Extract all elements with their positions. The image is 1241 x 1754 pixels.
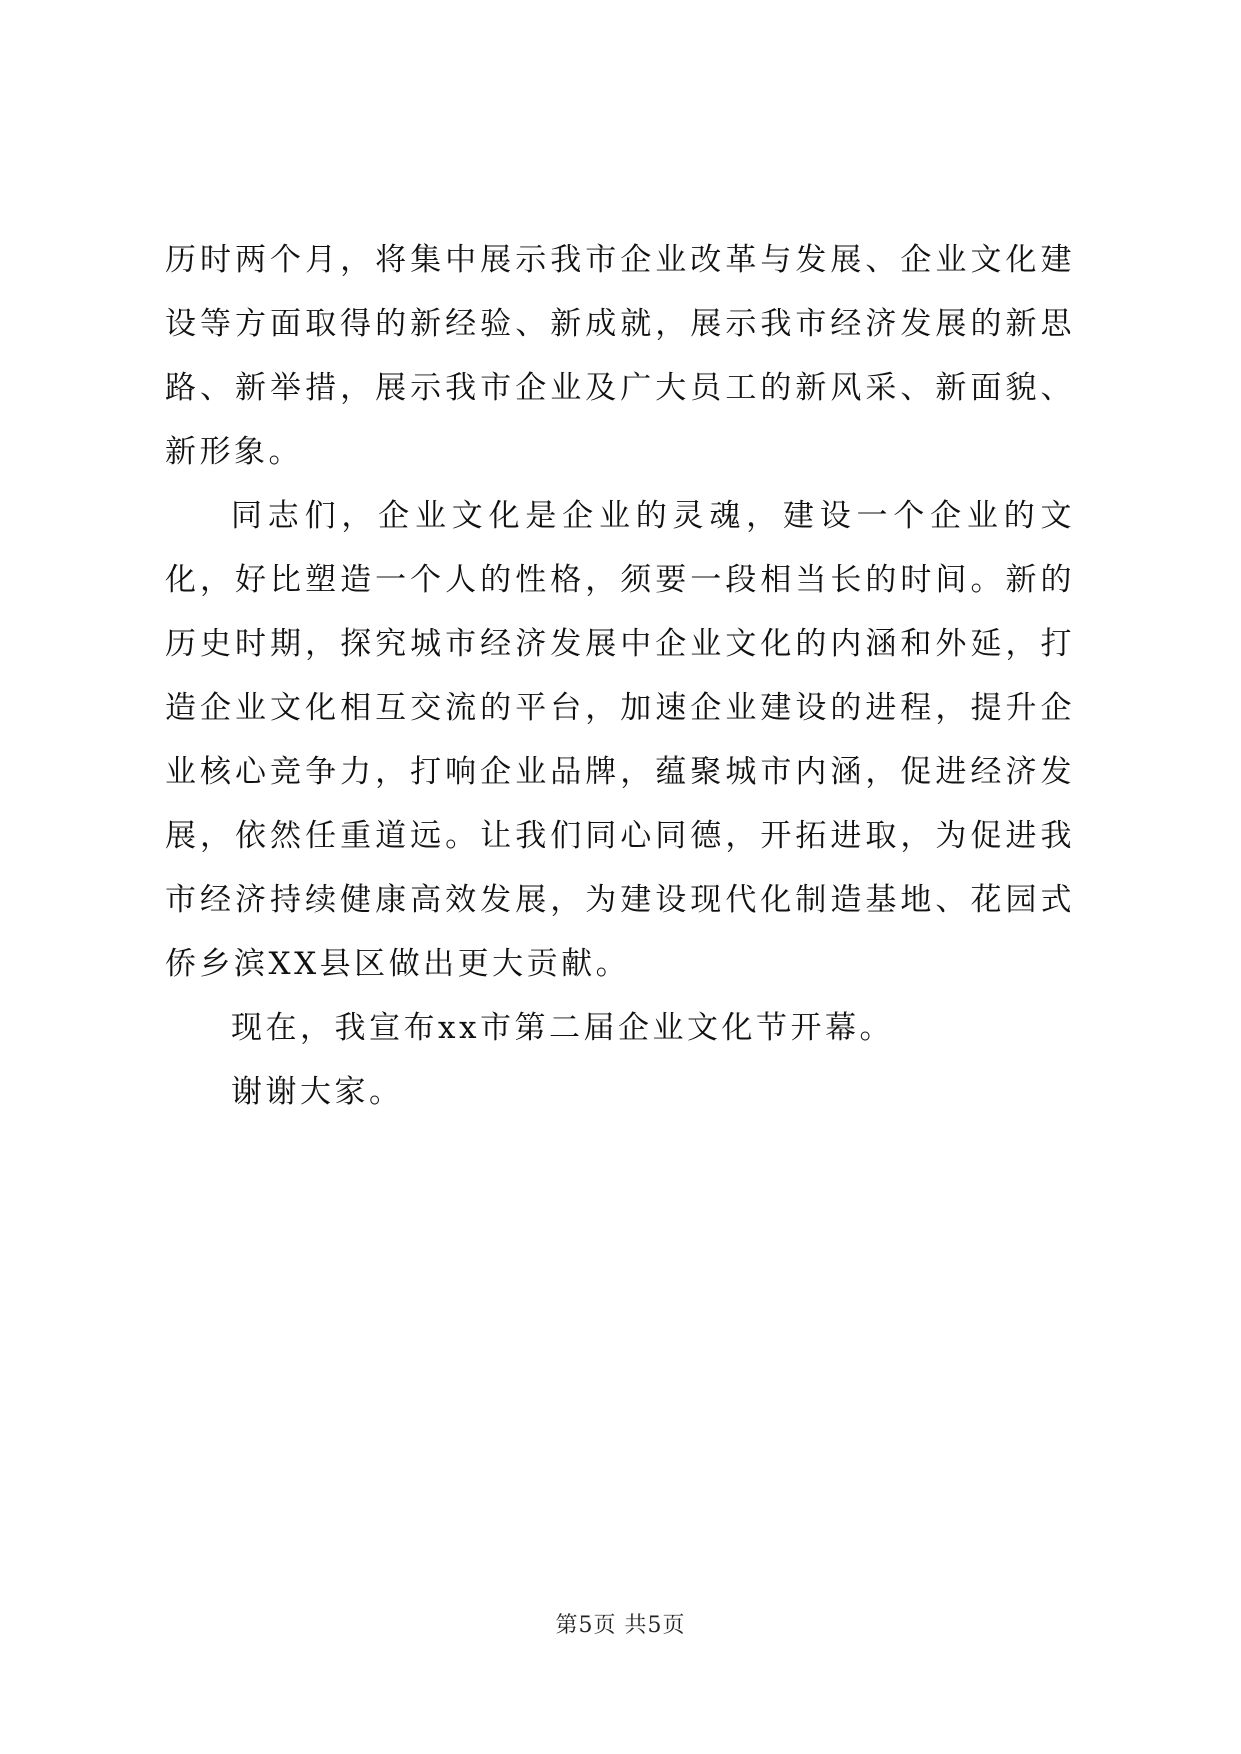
page-number-footer: 第5页 共5页	[555, 1613, 686, 1638]
paragraph-opening-declaration: 现在，我宣布xx市第二届企业文化节开幕。	[231, 1010, 894, 1046]
paragraph-thanks: 谢谢大家。	[231, 1074, 404, 1110]
document-body	[165, 228, 1075, 1124]
paragraph-enterprise-culture: 同志们，企业文化是企业的灵魂，建设一个企业的文化，好比塑造一个人的性格，须要一段相当长的时间。新的历史时期，探究城市经济发展中企业文化的内涵和外延，打造企业文化相互交流的平台，加速企业建设的进程，提升企业核心竞争力，打响企业品牌，蕴聚城市内涵，促进经济发展，依然任重道远。让我们同心同德，开拓进取，为促进我市经济持续健康高效发展，为建设现代化制造基地、花园式侨乡滨XX县区做出更大贡献。	[165, 498, 1075, 982]
paragraph-exhibition-summary: 历时两个月，将集中展示我市企业改革与发展、企业文化建设等方面取得的新经验、新成就，展示我市经济发展的新思路、新举措，展示我市企业及广大员工的新风采、新面貌、新形象。	[165, 242, 1075, 470]
